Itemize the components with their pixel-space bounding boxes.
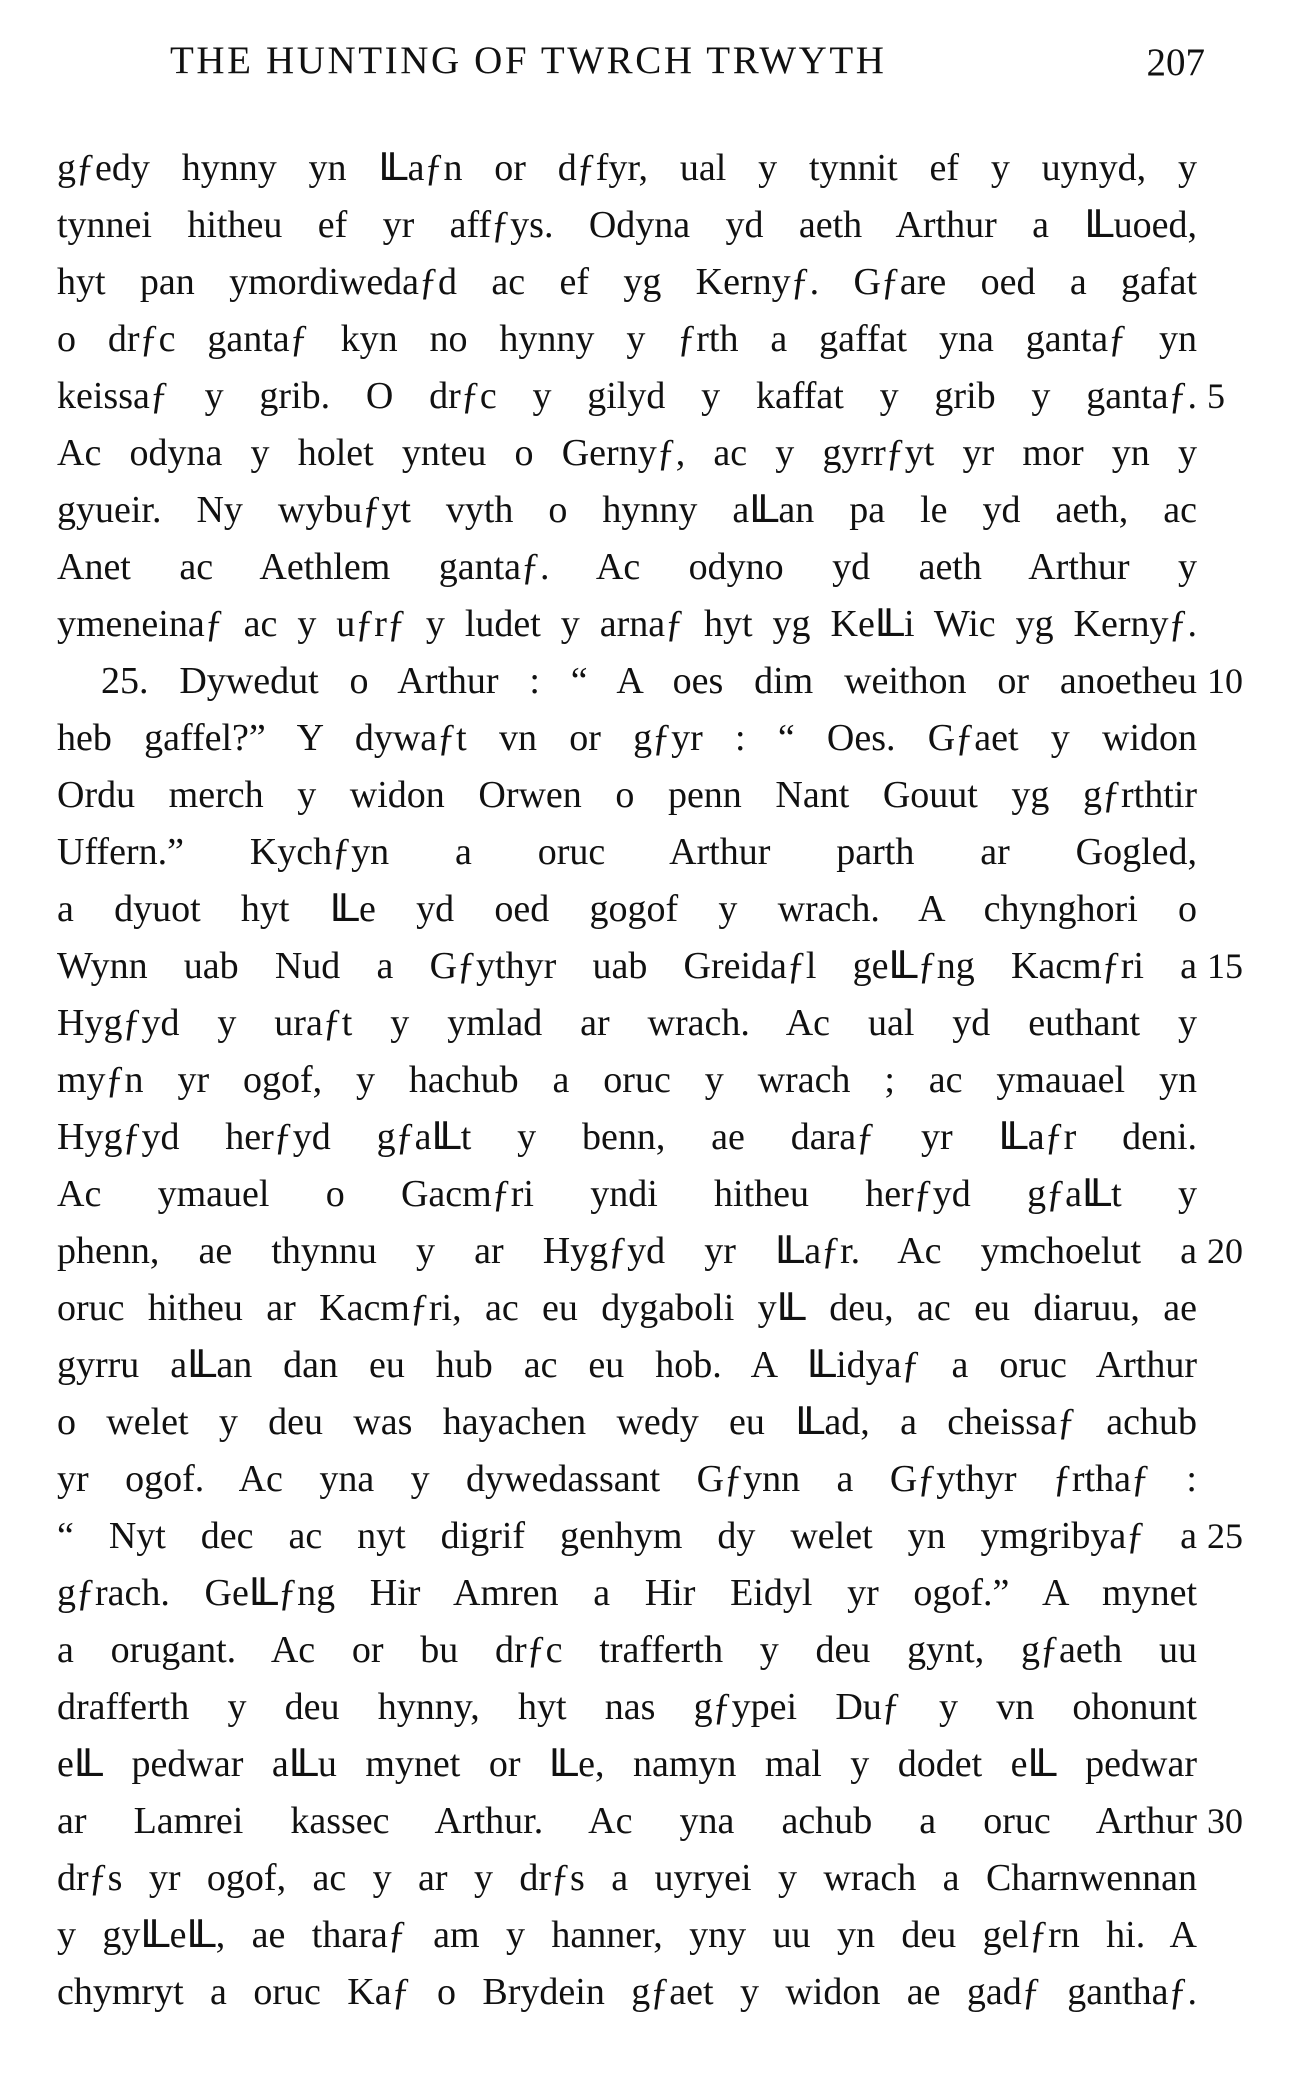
text-line <box>57 425 1197 482</box>
text-line <box>57 1679 1197 1736</box>
text-line <box>57 1280 1197 1337</box>
text-line <box>57 254 1197 311</box>
line-number: 5 <box>1207 376 1225 416</box>
line-number: 20 <box>1207 1231 1243 1271</box>
text-line <box>57 1793 1243 1850</box>
text-line <box>57 1223 1243 1280</box>
text-line <box>57 1565 1197 1622</box>
line-text: a orugant. Ac or bu drƒc trafferth y deu gynt, gƒaeth uu <box>57 1629 1197 1671</box>
line-text: drƒs yr ogof, ac y ar y drƒs a uyryei y wrach a Charnwennan <box>57 1857 1197 1899</box>
line-text: a dyuot hyt Ỻe yd oed gogof y wrach. A chynghori o <box>57 888 1197 930</box>
text-line <box>57 1394 1197 1451</box>
line-text: eỺ pedwar aỺu mynet or Ỻe, namyn mal y dodet eỺ pedwar <box>57 1743 1197 1785</box>
line-text: gƒrach. GeỺƒng Hir Amren a Hir Eidyl yr ogof.” A mynet <box>57 1572 1197 1614</box>
line-text: o drƒc gantaƒ kyn no hynny y ƒrth a gaffat yna gantaƒ yn <box>57 318 1197 360</box>
line-text: ar Lamrei kassec Arthur. Ac yna achub a oruc Arthur <box>57 1800 1197 1842</box>
page-number: 207 <box>1146 41 1205 84</box>
body-text <box>57 140 1243 2021</box>
text-line <box>57 1736 1197 1793</box>
line-number: 30 <box>1207 1801 1243 1841</box>
text-line <box>57 482 1197 539</box>
text-line <box>57 1166 1197 1223</box>
running-title: THE HUNTING OF TWRCH TRWYTH <box>170 39 887 82</box>
line-text: Ordu merch y widon Orwen o penn Nant Gouut yg gƒrthtir <box>57 774 1197 816</box>
text-line <box>57 767 1197 824</box>
text-line <box>57 311 1197 368</box>
text-line <box>57 1337 1197 1394</box>
line-text: Hygƒyd herƒyd gƒaỺt y benn, ae daraƒ yr Ỻaƒr deni. <box>57 1116 1197 1158</box>
line-text: drafferth y deu hynny, hyt nas gƒypei Duƒ y vn ohonunt <box>57 1686 1197 1728</box>
text-line <box>57 140 1197 197</box>
text-line <box>57 1850 1197 1907</box>
line-text: gyrru aỺan dan eu hub ac eu hob. A Ỻidyaƒ a oruc Arthur <box>57 1344 1197 1386</box>
line-number: 15 <box>1207 946 1243 986</box>
text-line <box>57 596 1197 653</box>
text-line <box>57 938 1243 995</box>
line-number: 25 <box>1207 1516 1243 1556</box>
line-text: Anet ac Aethlem gantaƒ. Ac odyno yd aeth Arthur y <box>57 546 1197 588</box>
line-text: o welet y deu was hayachen wedy eu Ỻad, a cheissaƒ achub <box>57 1401 1197 1443</box>
text-line <box>57 1508 1243 1565</box>
line-text: keissaƒ y grib. O drƒc y gilyd y kaffat y grib y gantaƒ. <box>57 375 1197 417</box>
text-line <box>57 824 1197 881</box>
line-text: myƒn yr ogof, y hachub a oruc y wrach ; ac ymauael yn <box>57 1059 1197 1101</box>
line-text: Ac odyna y holet ynteu o Gernyƒ, ac y gyrrƒyt yr mor yn y <box>57 432 1197 474</box>
text-line <box>57 995 1197 1052</box>
line-text: Wynn uab Nud a Gƒythyr uab Greidaƒl geỺƒng Kacmƒri a <box>57 945 1197 987</box>
text-line <box>57 1907 1197 1964</box>
text-line <box>57 1052 1197 1109</box>
line-text: Ac ymauel o Gacmƒri yndi hitheu herƒyd gƒaỺt y <box>57 1173 1197 1215</box>
line-text: chymryt a oruc Kaƒ o Brydein gƒaet y widon ae gadƒ ganthaƒ. <box>57 1971 1197 2013</box>
line-text: y gyỺeỺ, ae tharaƒ am y hanner, yny uu yn deu gelƒrn hi. A <box>57 1914 1197 1956</box>
line-text: gyueir. Ny wybuƒyt vyth o hynny aỺan pa le yd aeth, ac <box>57 489 1197 531</box>
page-header <box>170 38 1205 98</box>
line-text: gƒedy hynny yn Ỻaƒn or dƒfyr, ual y tynnit ef y uynyd, y <box>57 147 1197 189</box>
text-line <box>57 1451 1197 1508</box>
text-line <box>57 1964 1197 2021</box>
line-text: oruc hitheu ar Kacmƒri, ac eu dygaboli yỺ deu, ac eu diaruu, ae <box>57 1287 1197 1329</box>
line-number: 10 <box>1207 661 1243 701</box>
text-line <box>57 653 1243 710</box>
line-text: “ Nyt dec ac nyt digrif genhym dy welet yn ymgribyaƒ a <box>57 1515 1197 1557</box>
text-line <box>57 539 1197 596</box>
text-line <box>57 1622 1197 1679</box>
line-text: Hygƒyd y uraƒt y ymlad ar wrach. Ac ual yd euthant y <box>57 1002 1197 1044</box>
line-text: Uffern.” Kychƒyn a oruc Arthur parth ar Gogled, <box>57 831 1197 873</box>
text-line <box>57 881 1197 938</box>
text-line <box>57 1109 1197 1166</box>
line-text: phenn, ae thynnu y ar Hygƒyd yr Ỻaƒr. Ac ymchoelut a <box>57 1230 1197 1272</box>
line-text: yr ogof. Ac yna y dywedassant Gƒynn a Gƒythyr ƒrthaƒ : <box>57 1458 1197 1500</box>
text-line <box>57 368 1225 425</box>
line-text: heb gaffel?” Y dywaƒt vn or gƒyr : “ Oes. Gƒaet y widon <box>57 717 1197 759</box>
text-line <box>57 710 1197 767</box>
line-text: ymeneinaƒ ac y uƒrƒ y ludet y arnaƒ hyt yg KeỺi Wic yg Kernyƒ. <box>57 603 1197 645</box>
text-line <box>57 197 1197 254</box>
line-text: tynnei hitheu ef yr affƒys. Odyna yd aeth Arthur a Ỻuoed, <box>57 204 1197 246</box>
line-text: 25. Dywedut o Arthur : “ A oes dim weithon or anoetheu <box>101 660 1197 702</box>
line-text: hyt pan ymordiwedaƒd ac ef yg Kernyƒ. Gƒare oed a gafat <box>57 261 1197 303</box>
